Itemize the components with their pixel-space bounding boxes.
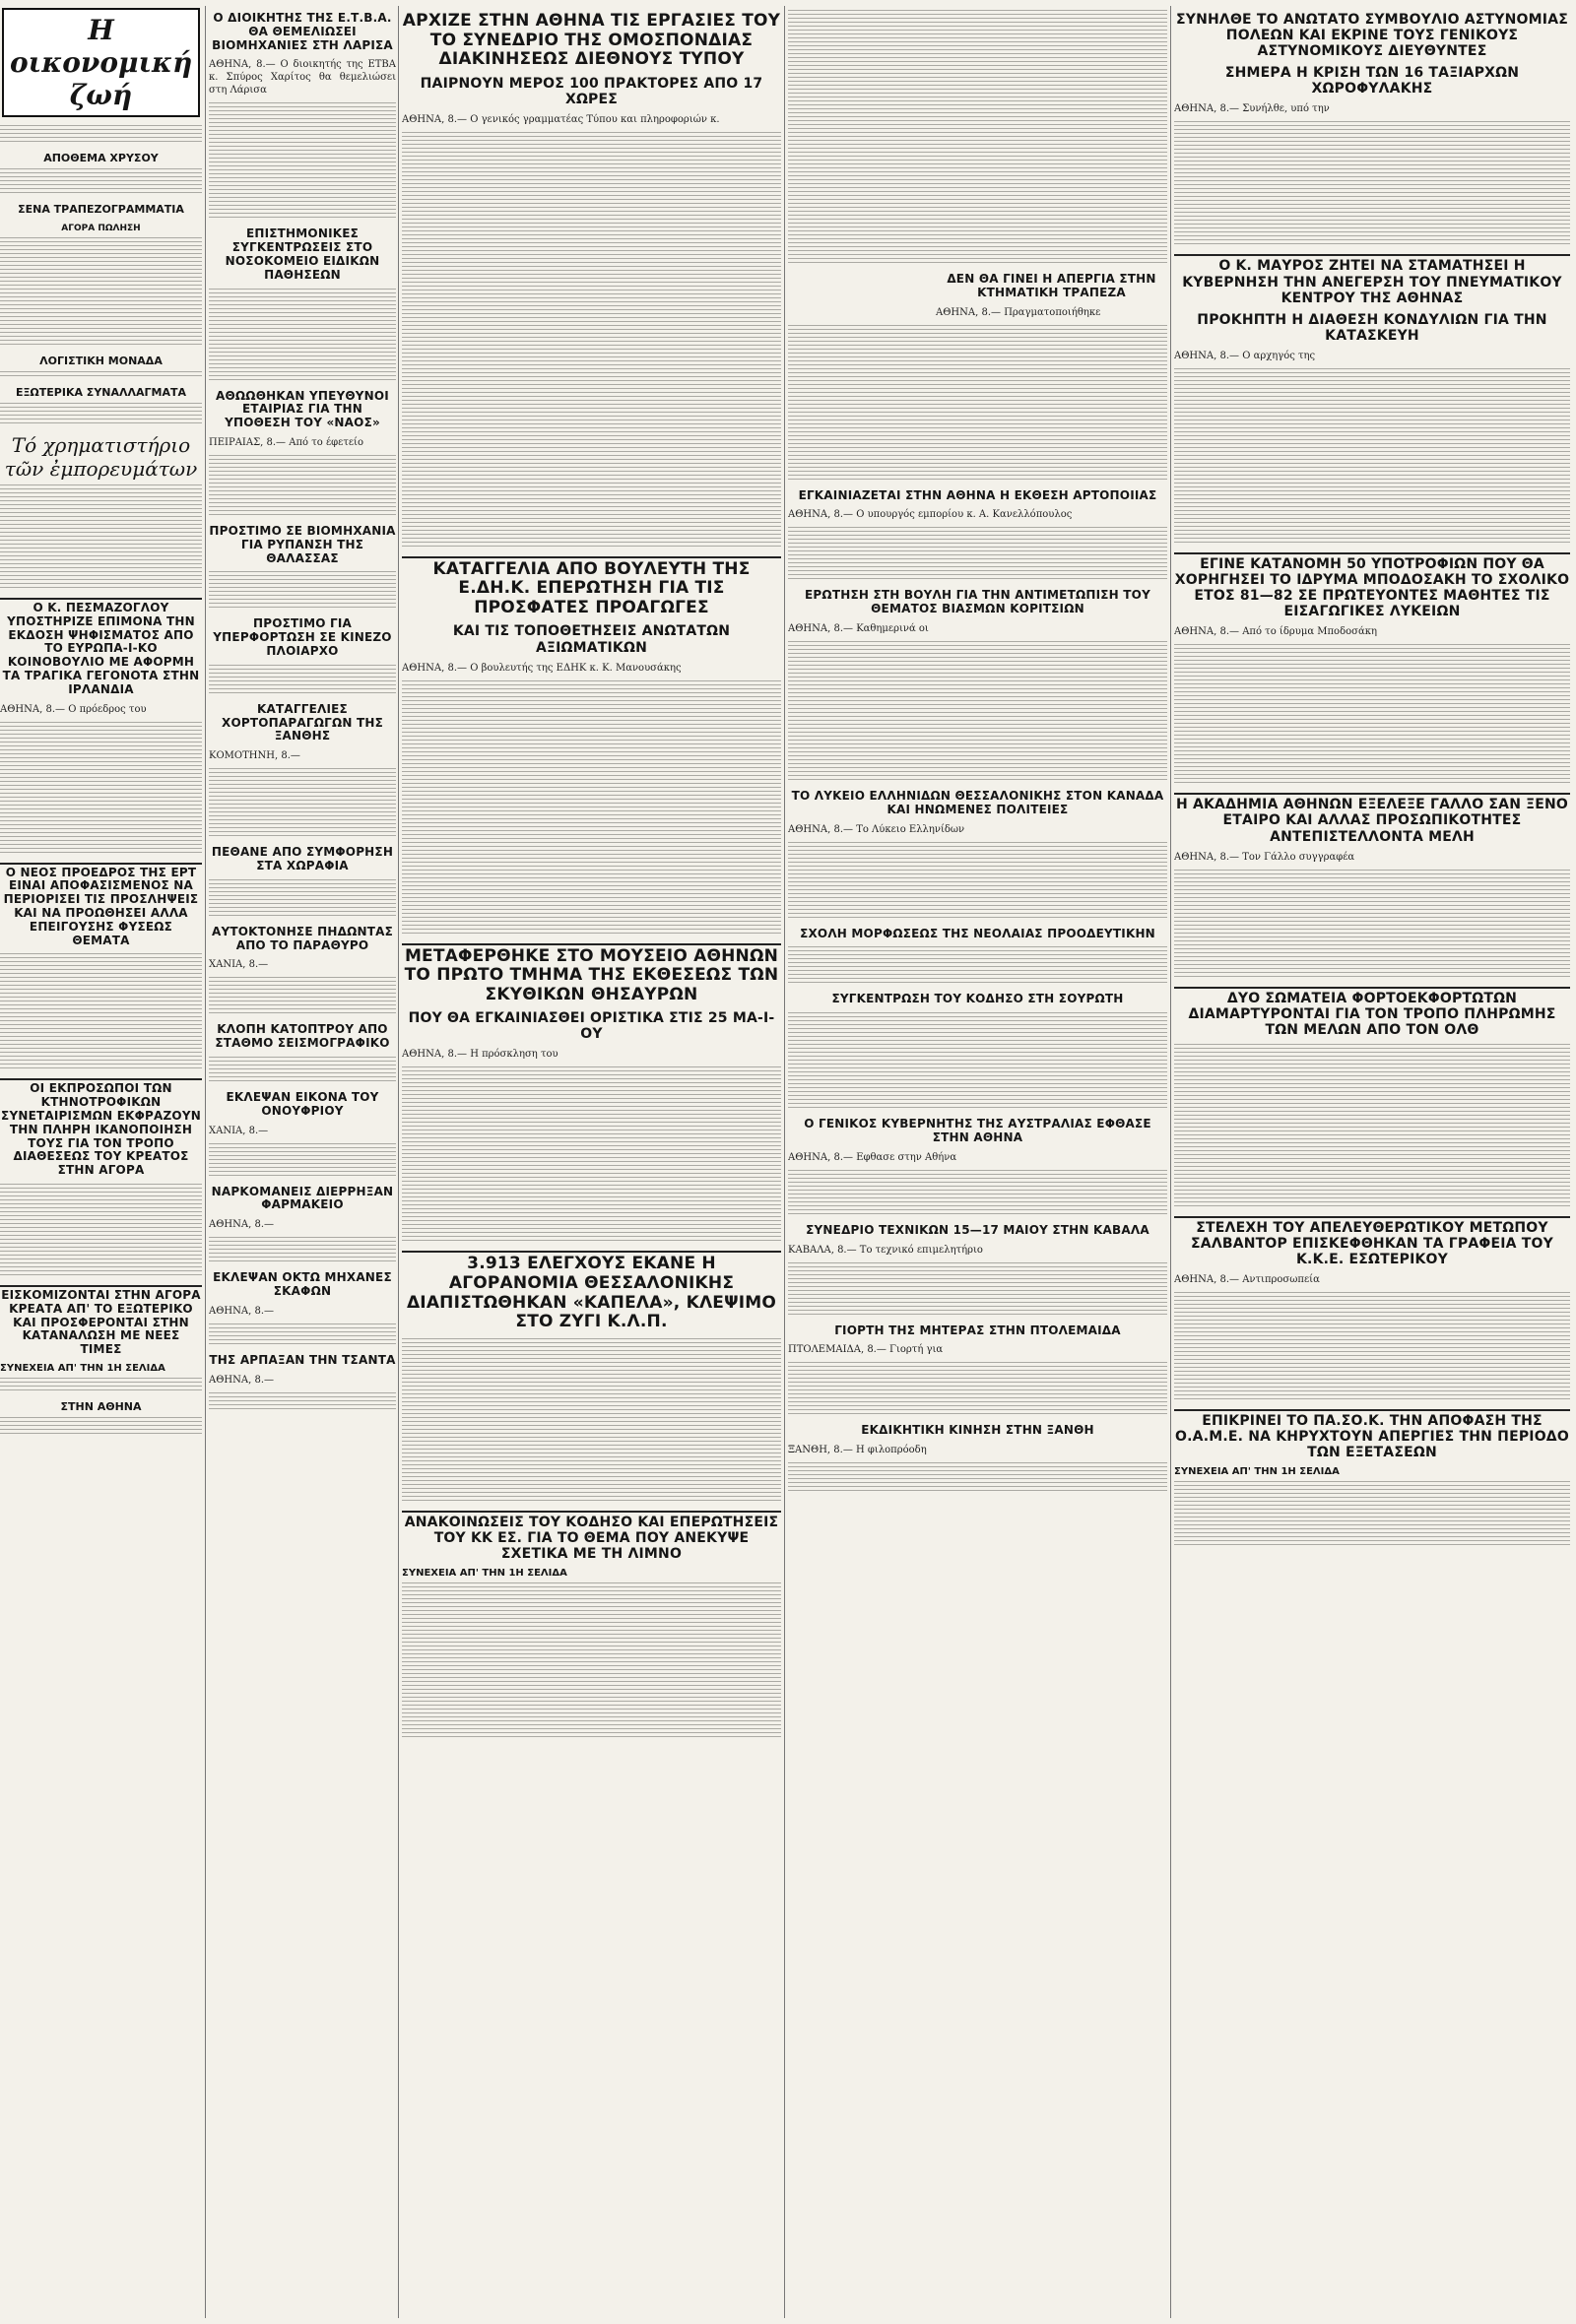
article-text (209, 455, 396, 515)
headline: ΝΑΡΚΟΜΑΝΕΙΣ ΔΙΕΡΡΗΞΑΝ ΦΑΡΜΑΚΕΙΟ (211, 1184, 394, 1212)
article-text (0, 722, 202, 853)
column-rule (205, 6, 206, 2318)
column-rule (398, 6, 399, 2318)
headline: ΔΕΝ ΘΑ ΓΙΝΕΙ Η ΑΠΕΡΓΙΑ ΣΤΗΝ ΚΤΗΜΑΤΙΚΗ ΤΡΑΠΕΖΑ (947, 272, 1156, 299)
subheadline: ΣΗΜΕΡΑ Η ΚΡΙΣΗ ΤΩΝ 16 ΤΑΞΙΑΡΧΩΝ ΧΩΡΟΦΥΛΑΚΗΣ (1224, 65, 1520, 97)
article-lead: ΑΘΗΝΑ, 8.— Το Λύκειο Ελληνίδων (788, 823, 965, 835)
article-lead: ΚΑΒΑΛΑ, 8.— Το τεχνικό επιμελητήριο (788, 1244, 983, 1256)
continuation-label: ΣΥΝΕΧΕΙΑ ΑΠ' ΤΗΝ 1Η ΣΕΛΙΔΑ (1174, 1466, 1340, 1478)
article-text (1174, 870, 1570, 977)
article-lead: ΑΘΗΝΑ, 8.— Αντιπροσωπεία (1174, 1274, 1320, 1286)
headline: ΑΡΧΙΖΕ ΣΤΗΝ ΑΘΗΝΑ ΤΙΣ ΕΡΓΑΣΙΕΣ ΤΟΥ ΤΟ ΣΥΝΕΔΡΙΟ ΤΗΣ ΟΜΟΣΠΟΝΔΙΑΣ ΔΙΑΚΙΝΗΣΕΩΣ ΔΙΕΘΝΟΥΣ ΤΥΠΟΥ (402, 11, 781, 70)
headline: ΕΙΣΚΟΜΙΖΟΝΤΑΙ ΣΤΗΝ ΑΓΟΡΑ ΚΡΕΑΤΑ ΑΠ' ΤΟ ΕΞΩΤΕΡΙΚΟ ΚΑΙ ΠΡΟΣΦΕΡΟΝΤΑΙ ΣΤΗΝ ΚΑΤΑΝΑΛΩΣΗ ΜΕ ΝΕΕΣ ΤΙΜΕΣ (0, 1285, 202, 1357)
article-text (0, 484, 202, 588)
rates-table (0, 237, 202, 345)
article-text (0, 1184, 202, 1275)
continuation-label: ΣΥΝΕΧΕΙΑ ΑΠ' ΤΗΝ 1Η ΣΕΛΙΔΑ (402, 1567, 567, 1579)
subheadline: ΠΑΙΡΝΟΥΝ ΜΕΡΟΣ 100 ΠΡΑΚΤΟΡΕΣ ΑΠΟ 17 ΧΩΡΕΣ (420, 75, 763, 107)
article-text (788, 10, 1167, 263)
headline: ΚΛΟΠΗ ΚΑΤΟΠΤΡΟΥ ΑΠΟ ΣΤΑΘΜΟ ΣΕΙΣΜΟΓΡΑΦΙΚΟ (215, 1022, 390, 1051)
headline: Ο ΓΕΝΙΚΟΣ ΚΥΒΕΡΝΗΤΗΣ ΤΗΣ ΑΥΣΤΡΑΛΙΑΣ ΕΦΘΑΣΕ ΣΤΗΝ ΑΘΗΝΑ (804, 1117, 1151, 1144)
article-lead: ΠΤΟΛΕΜΑΙΔΑ, 8.— Γιορτή για (788, 1344, 944, 1356)
article-lead: ΑΘΗΝΑ, 8.— Ο υπουργός εμπορίου κ. Α. Κανελλόπουλος (788, 509, 1073, 521)
article-text (1174, 1292, 1570, 1399)
headline: ΕΓΚΑΙΝΙΑΖΕΤΑΙ ΣΤΗΝ ΑΘΗΝΑ Η ΕΚΘΕΣΗ ΑΡΤΟΠΟΙΙΑΣ (798, 487, 1157, 502)
article-lead: ΑΘΗΝΑ, 8.— Ο πρόεδρος του (0, 703, 147, 715)
column-3 (402, 6, 781, 2318)
headline: ΕΚΛΕΨΑΝ ΕΙΚΟΝΑ ΤΟΥ ΟΝΟΥΦΡΙΟΥ (226, 1089, 379, 1118)
headline: ΣΥΝΗΛΘΕ ΤΟ ΑΝΩΤΑΤΟ ΣΥΜΒΟΥΛΙΟ ΑΣΤΥΝΟΜΙΑΣ ΠΟΛΕΩΝ ΚΑΙ ΕΚΡΙΝΕ ΤΟΥΣ ΓΕΝΙΚΟΥΣ ΑΣΤΥΝΟΜΙΚΟΥΣ ΔΙΕΥΘΥΝΤΕΣ (1175, 12, 1568, 60)
article-text (209, 1392, 396, 1409)
article-text (209, 768, 396, 836)
article-lead: ΑΘΗΝΑ, 8.— Τον Γάλλο συγγραφέα (1174, 851, 1355, 863)
column-rule (1170, 6, 1171, 2318)
column-1 (0, 6, 202, 2318)
article-text (209, 1237, 396, 1261)
article-text (788, 1362, 1167, 1414)
masthead: Η οικονομική ζωή (2, 8, 200, 117)
column-5 (1174, 6, 1570, 2318)
headline: Ο Κ. ΜΑΥΡΟΣ ΖΗΤΕΙ ΝΑ ΣΤΑΜΑΤΗΣΕΙ Η ΚΥΒΕΡΝΗΣΗ ΤΗΝ ΑΝΕΓΕΡΣΗ ΤΟΥ ΠΝΕΥΜΑΤΙΚΟΥ ΚΕΝΤΡΟΥ ΤΗΣ ΑΘΗΝΑΣ (1174, 254, 1570, 305)
headline: Ο ΝΕΟΣ ΠΡΟΕΔΡΟΣ ΤΗΣ ΕΡΤ ΕΙΝΑΙ ΑΠΟΦΑΣΙΣΜΕΝΟΣ ΝΑ ΠΕΡΙΟΡΙΣΕΙ ΤΙΣ ΠΡΟΣΛΗΨΕΙΣ ΚΑΙ ΝΑ ΠΡΟΩΘΗΣΕΙ ΑΛΛΑ ΕΠΕΙΓΟΥΣΗΣ ΦΥΣΕΩΣ ΘΕΜΑΤΑ (0, 863, 202, 948)
column-4 (788, 6, 1167, 2318)
article-text (788, 1262, 1167, 1315)
article-text (0, 371, 202, 376)
headline: ΕΓΙΝΕ ΚΑΤΑΝΟΜΗ 50 ΥΠΟΤΡΟΦΙΩΝ ΠΟΥ ΘΑ ΧΟΡΗΓΗΣΕΙ ΤΟ ΙΔΡΥΜΑ ΜΠΟΔΟΣΑΚΗ ΤΟ ΣΧΟΛΙΚΟ ΕΤΟΣ 81—82 ΣΕ ΠΡΩΤΕΥΟΝΤΕΣ ΜΑΘΗΤΕΣ ΤΙΣ ΕΙΣΑΓΩΓΙΚΕΣ ΛΥΚΕΙΩΝ (1174, 552, 1570, 619)
article-text (788, 527, 1167, 579)
article-lead: ΑΘΗΝΑ, 8.— Ο διοικητής της ΕΤΒΑ κ. Σπύρος Χαρίτος θα θεμελιώσει στη Λάρισα (209, 59, 396, 97)
headline: ΚΑΤΑΓΓΕΛΙΕΣ ΧΟΡΤΟΠΑΡΑΓΩΓΩΝ ΤΗΣ ΞΑΝΘΗΣ (222, 701, 383, 743)
rates-table (0, 168, 202, 193)
rates-table (0, 403, 202, 423)
article-lead: ΑΘΗΝΑ, 8.— (209, 1219, 275, 1231)
article-text (209, 665, 396, 693)
headline: ΠΕΘΑΝΕ ΑΠΟ ΣΥΜΦΟΡΗΣΗ ΣΤΑ ΧΩΡΑΦΙΑ (211, 845, 394, 872)
article-lead: ΧΑΝΙΑ, 8.— (209, 959, 269, 971)
article-text (0, 125, 202, 142)
article-text (788, 1462, 1167, 1491)
section-heading: ΕΞΩΤΕΡΙΚΑ ΣΥΝΑΛΛΑΓΜΑΤΑ (15, 386, 187, 399)
article-text (788, 1170, 1167, 1214)
article-lead: ΑΘΗΝΑ, 8.— (209, 1305, 275, 1317)
headline: Ο ΔΙΟΙΚΗΤΗΣ ΤΗΣ Ε.Τ.Β.Α. ΘΑ ΘΕΜΕΛΙΩΣΕΙ ΒΙΟΜΗΧΑΝΙΕΣ ΣΤΗ ΛΑΡΙΣΑ (212, 11, 393, 52)
continuation-label: ΣΥΝΕΧΕΙΑ ΑΠ' ΤΗΝ 1Η ΣΕΛΙΔΑ (0, 1362, 165, 1374)
article-text (402, 1582, 781, 1737)
article-text (0, 1378, 202, 1390)
headline: ΣΤΕΛΕΧΗ ΤΟΥ ΑΠΕΛΕΥΘΕΡΩΤΙΚΟΥ ΜΕΤΩΠΟΥ ΣΑΛΒΑΝΤΟΡ ΕΠΙΣΚΕΦΘΗΚΑΝ ΤΑ ΓΡΑΦΕΙΑ ΤΟΥ Κ.Κ.Ε. ΕΣΩΤΕΡΙΚΟΥ (1174, 1216, 1570, 1267)
article-lead: ΚΟΜΟΤΗΝΗ, 8.— (209, 750, 300, 762)
article-text (402, 1066, 781, 1241)
headline: ΑΘΩΩΘΗΚΑΝ ΥΠΕΥΘΥΝΟΙ ΕΤΑΙΡΙΑΣ ΓΙΑ ΤΗΝ ΥΠΟΘΕΣΗ ΤΟΥ «ΝΑΟΣ» (216, 388, 389, 430)
headline: ΕΠΙΚΡΙΝΕΙ ΤΟ ΠΑ.ΣΟ.Κ. ΤΗΝ ΑΠΟΦΑΣΗ ΤΗΣ Ο.Α.Μ.Ε. ΝΑ ΚΗΡΥΧΤΟΥΝ ΑΠΕΡΓΙΕΣ ΤΗΝ ΠΕΡΙΟΔΟ ΤΩΝ ΕΞΕΤΑΣΕΩΝ (1174, 1409, 1570, 1460)
article-text (209, 289, 396, 380)
headline: ΣΧΟΛΗ ΜΟΡΦΩΣΕΩΣ ΤΗΣ ΝΕΟΛΑΙΑΣ ΠΡΟΟΔΕΥΤΙΚΗΝ (800, 926, 1155, 940)
article-lead: ΑΘΗΝΑ, 8.— Εφθασε στην Αθήνα (788, 1151, 957, 1163)
article-text (788, 946, 1167, 983)
article-lead: ΑΘΗΝΑ, 8.— Από το ίδρυμα Μποδοσάκη (1174, 626, 1377, 638)
headline: ΠΡΟΣΤΙΜΟ ΣΕ ΒΙΟΜΗΧΑΝΙΑ ΓΙΑ ΡΥΠΑΝΣΗ ΤΗΣ ΘΑΛΑΣΣΑΣ (209, 523, 396, 565)
article-text (402, 1338, 781, 1501)
article-text (209, 1143, 396, 1176)
article-lead: ΠΕΙΡΑΙΑΣ, 8.— Από το έφετείο (209, 436, 363, 448)
article-text (788, 842, 1167, 918)
article-lead: ΑΘΗΝΑ, 8.— Πραγματοποιήθηκε (936, 306, 1101, 318)
article-text (1174, 1481, 1570, 1545)
article-lead: ΑΘΗΝΑ, 8.— (209, 1374, 275, 1386)
headline: ΠΡΟΣΤΙΜΟ ΓΙΑ ΥΠΕΡΦΟΡΤΩΣΗ ΣΕ ΚΙΝΕΖΟ ΠΛΟΙΑΡΧΟ (213, 616, 392, 658)
article-text (209, 879, 396, 916)
article-text (788, 325, 1167, 480)
article-lead: ΑΘΗΝΑ, 8.— Συνήλθε, υπό την (1174, 103, 1330, 115)
article-lead: ΞΑΝΘΗ, 8.— Η φιλοπρόοδη (788, 1445, 927, 1456)
article-lead: ΑΘΗΝΑ, 8.— Ο βουλευτής της ΕΔΗΚ κ. Κ. Μανουσάκης (402, 662, 682, 674)
headline: ΕΠΙΣΤΗΜΟΝΙΚΕΣ ΣΥΓΚΕΝΤΡΩΣΕΙΣ ΣΤΟ ΝΟΣΟΚΟΜΕΙΟ ΕΙΔΙΚΩΝ ΠΑΘΗΣΕΩΝ (225, 226, 380, 282)
column-labels: ΑΓΟΡΑ ΠΩΛΗΣΗ (61, 224, 141, 233)
article-text (1174, 644, 1570, 783)
article-lead: ΑΘΗΝΑ, 8.— Ο αρχηγός της (1174, 350, 1316, 361)
article-lead: ΑΘΗΝΑ, 8.— Η πρόσκληση του (402, 1049, 558, 1061)
article-text (1174, 368, 1570, 543)
headline: ΤΗΣ ΑΡΠΑΞΑΝ ΤΗΝ ΤΣΑΝΤΑ (209, 1352, 396, 1367)
article-text (0, 953, 202, 1068)
subheadline: ΚΑΙ ΤΙΣ ΤΟΠΟΘΕΤΗΣΕΙΣ ΑΝΩΤΑΤΩΝ ΑΞΙΩΜΑΤΙΚΩΝ (452, 623, 731, 656)
market-title: Τό χρηματιστήριο τῶν ἐμπορευμάτων (4, 433, 198, 481)
subheading: ΣΤΗΝ ΑΘΗΝΑ (60, 1399, 142, 1413)
headline: ΣΥΓΚΕΝΤΡΩΣΗ ΤΟΥ ΚΟΔΗΣΟ ΣΤΗ ΣΟΥΡΩΤΗ (831, 992, 1124, 1006)
article-text (209, 571, 396, 608)
column-2 (209, 6, 396, 2318)
article-text (1174, 121, 1570, 244)
headline: ΟΙ ΕΚΠΡΟΣΩΠΟΙ ΤΩΝ ΚΤΗΝΟΤΡΟΦΙΚΩΝ ΣΥΝΕΤΑΙΡΙΣΜΩΝ ΕΚΦΡΑΖΟΥΝ ΤΗΝ ΠΛΗΡΗ ΙΚΑΝΟΠΟΙΗΣΗ ΤΟΥΣ ΓΙΑ ΤΟΝ ΤΡΟΠΟ ΔΙΑΘΕΣΕΩΣ ΤΟΥ ΚΡΕΑΤΟΣ ΣΤΗΝ ΑΓΟΡΑ (0, 1078, 202, 1178)
article-text (788, 1012, 1167, 1108)
article-text (209, 1323, 396, 1344)
subheadline: ΠΟΥ ΘΑ ΕΓΚΑΙΝΙΑΣΘΕΙ ΟΡΙΣΤΙΚΑ ΣΤΙΣ 25 ΜΑ-Ι-ΟΥ (408, 1010, 775, 1043)
article-lead: ΧΑΝΙΑ, 8.— (209, 1125, 269, 1136)
headline: ΚΑΤΑΓΓΕΛΙΑ ΑΠΟ ΒΟΥΛΕΥΤΗ ΤΗΣ Ε.ΔΗ.Κ. ΕΠΕΡΩΤΗΣΗ ΓΙΑ ΤΙΣ ΠΡΟΣΦΑΤΕΣ ΠΡΟΑΓΩΓΕΣ (402, 556, 781, 618)
article-lead: ΑΘΗΝΑ, 8.— Ο γενικός γραμματέας Τύπου και πληροφοριών κ. (402, 113, 720, 125)
headline: ΜΕΤΑΦΕΡΘΗΚΕ ΣΤΟ ΜΟΥΣΕΙΟ ΑΘΗΝΩΝ ΤΟ ΠΡΩΤΟ ΤΜΗΜΑ ΤΗΣ ΕΚΘΕΣΕΩΣ ΤΩΝ ΣΚΥΘΙΚΩΝ ΘΗΣΑΥΡΩΝ (402, 943, 781, 1005)
column-rule (784, 6, 785, 2318)
headline: ΑΝΑΚΟΙΝΩΣΕΙΣ ΤΟΥ ΚΟΔΗΣΟ ΚΑΙ ΕΠΕΡΩΤΗΣΕΙΣ ΤΟΥ ΚΚ ΕΣ. ΓΙΑ ΤΟ ΘΕΜΑ ΠΟΥ ΑΝΕΚΥΨΕ ΣΧΕΤΙΚΑ ΜΕ ΤΗ ΛΙΜΝΟ (402, 1511, 781, 1562)
section-heading: ΣΕΝΑ ΤΡΑΠΕΖΟΓΡΑΜΜΑΤΙΑ (18, 203, 184, 216)
article-text (788, 641, 1167, 780)
headline: ΔΥΟ ΣΩΜΑΤΕΙΑ ΦΟΡΤΟΕΚΦΟΡΤΩΤΩΝ ΔΙΑΜΑΡΤΥΡΟΝΤΑΙ ΓΙΑ ΤΟΝ ΤΡΟΠΟ ΠΛΗΡΩΜΗΣ ΤΩΝ ΜΕΛΩΝ ΑΠΟ ΤΟΝ ΟΛΘ (1174, 987, 1570, 1038)
section-heading: ΑΠΟΘΕΜΑ ΧΡΥΣΟΥ (43, 152, 159, 164)
article-text (1174, 1044, 1570, 1206)
section-heading: ΛΟΓΙΣΤΙΚΗ ΜΟΝΑΔΑ (39, 355, 163, 367)
article-text (209, 1057, 396, 1081)
headline: Η ΑΚΑΔΗΜΙΑ ΑΘΗΝΩΝ ΕΞΕΛΕΞΕ ΓΑΛΛΟ ΣΑΝ ΞΕΝΟ ΕΤΑΙΡΟ ΚΑΙ ΑΛΛΑΣ ΠΡΟΣΩΠΙΚΟΤΗΤΕΣ ΑΝΤΕΠΙΣΤΕΛΛΟΝΤΑ ΜΕΛΗ (1174, 793, 1570, 844)
headline: 3.913 ΕΛΕΓΧΟΥΣ ΕΚΑΝΕ Η ΑΓΟΡΑΝΟΜΙΑ ΘΕΣΣΑΛΟΝΙΚΗΣ ΔΙΑΠΙΣΤΩΘΗΚΑΝ «ΚΑΠΕΛΑ», ΚΛΕΨΙΜΟ ΣΤΟ ΖΥΓΙ Κ.Λ.Π. (402, 1251, 781, 1331)
headline: ΕΡΩΤΗΣΗ ΣΤΗ ΒΟΥΛΗ ΓΙΑ ΤΗΝ ΑΝΤΙΜΕΤΩΠΙΣΗ ΤΟΥ ΘΕΜΑΤΟΣ ΒΙΑΣΜΩΝ ΚΟΡΙΤΣΙΩΝ (805, 588, 1150, 616)
article-text (209, 102, 396, 218)
headline: Ο Κ. ΠΕΣΜΑΖΟΓΛΟΥ ΥΠΟΣΤΗΡΙΖΕ ΕΠΙΜΟΝΑ ΤΗΝ ΕΚΔΟΣΗ ΨΗΦΙΣΜΑΤΟΣ ΑΠΟ ΤΟ ΕΥΡΩΠΑ-Ι-ΚΟ ΚΟΙΝΟΒΟΥΛΙΟ ΜΕ ΑΦΟΡΜΗ ΤΑ ΤΡΑΓΙΚΑ ΓΕΓΟΝΟΤΑ ΣΤΗΝ ΙΡΛΑΝΔΙΑ (0, 598, 202, 697)
headline: ΕΚΔΙΚΗΤΙΚΗ ΚΙΝΗΣΗ ΣΤΗΝ ΞΑΝΘΗ (861, 1423, 1094, 1438)
article-text (209, 977, 396, 1013)
article-lead: ΑΘΗΝΑ, 8.— Καθημερινά οι (788, 622, 929, 634)
article-text (0, 1417, 202, 1434)
headline: ΓΙΟΡΤΗ ΤΗΣ ΜΗΤΕΡΑΣ ΣΤΗΝ ΠΤΟΛΕΜΑΙΔΑ (834, 1323, 1121, 1337)
headline: ΕΚΛΕΨΑΝ ΟΚΤΩ ΜΗΧΑΝΕΣ ΣΚΑΦΩΝ (213, 1270, 392, 1298)
headline: ΑΥΤΟΚΤΟΝΗΣΕ ΠΗΔΩΝΤΑΣ ΑΠΟ ΤΟ ΠΑΡΑΘΥΡΟ (212, 924, 393, 952)
article-text (402, 680, 781, 934)
subheadline: ΠΡΟΚΗΠΤΗ Η ΔΙΑΘΕΣΗ ΚΟΝΔΥΛΙΩΝ ΓΙΑ ΤΗΝ ΚΑΤΑΣΚΕΥΗ (1197, 311, 1547, 344)
headline: ΣΥΝΕΔΡΙΟ ΤΕΧΝΙΚΩΝ 15—17 ΜΑΙΟΥ ΣΤΗΝ ΚΑΒΑΛΑ (806, 1222, 1149, 1237)
article-text (402, 132, 781, 547)
headline: ΤΟ ΛΥΚΕΙΟ ΕΛΛΗΝΙΔΩΝ ΘΕΣΣΑΛΟΝΙΚΗΣ ΣΤΟΝ ΚΑΝΑΔΑ ΚΑΙ ΗΝΩΜΕΝΕΣ ΠΟΛΙΤΕΙΕΣ (791, 788, 1164, 816)
